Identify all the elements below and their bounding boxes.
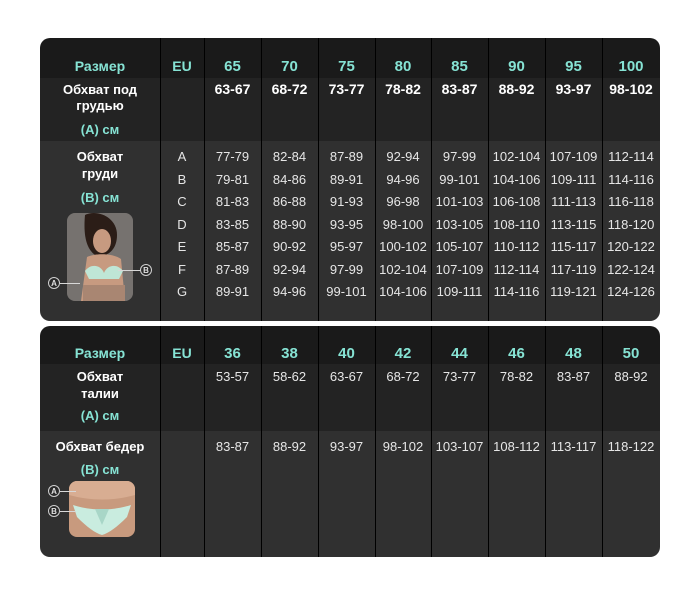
size-header: 38	[281, 344, 298, 362]
size-header: 85	[451, 57, 468, 75]
bust-value: 104-106	[492, 171, 541, 187]
underbust-value: 78-82	[385, 81, 421, 97]
bust-value: 87-89	[329, 148, 364, 164]
bust-value: 107-109	[549, 148, 598, 164]
hip-label: Обхват бедер	[55, 438, 145, 454]
marker-a-icon: A	[48, 277, 60, 289]
underbust-label: Обхват под	[63, 81, 137, 97]
size-header: 75	[338, 57, 355, 75]
waist-value: 83-87	[556, 368, 591, 384]
bust-value: 114-116	[493, 283, 540, 299]
bust-value: 102-104	[492, 148, 541, 164]
bust-value: 100-102	[379, 238, 427, 254]
hip-value: 88-92	[272, 438, 307, 454]
waist-tag: (A) см	[80, 407, 120, 423]
hip-value: 98-102	[382, 438, 424, 454]
cup-letter: F	[178, 261, 186, 277]
cup-letter: E	[177, 238, 187, 254]
bust-value: 86-88	[272, 193, 307, 209]
size-header-label: Размер	[74, 58, 126, 74]
bust-label: Обхват	[76, 148, 124, 164]
underbust-tag: (A) см	[80, 121, 120, 137]
hip-value: 113-117	[550, 438, 597, 454]
size-header: 90	[508, 57, 525, 75]
bust-value: 92-94	[386, 148, 420, 164]
underbust-label: грудью	[76, 97, 124, 113]
bust-value: 77-79	[215, 148, 250, 164]
waist-value: 68-72	[386, 368, 420, 384]
bust-value: 82-84	[272, 148, 307, 164]
cup-letter: B	[177, 171, 187, 187]
bust-value: 113-115	[550, 216, 597, 232]
waist-value: 63-67	[329, 368, 364, 384]
marker-a-icon: A	[48, 485, 60, 497]
bust-value: 84-86	[272, 171, 307, 187]
waist-value: 78-82	[499, 368, 534, 384]
cup-letter: A	[177, 148, 187, 164]
size-header: 65	[224, 57, 241, 75]
bust-value: 118-120	[607, 216, 655, 232]
bust-value: 114-116	[608, 171, 654, 187]
bust-value: 96-98	[386, 193, 420, 209]
bust-value: 94-96	[386, 171, 420, 187]
size-header: 44	[451, 344, 468, 362]
size-header: 50	[622, 344, 640, 362]
bust-value: 93-95	[329, 216, 364, 232]
cup-letter: C	[177, 193, 187, 209]
waist-label: Обхват	[76, 368, 124, 384]
bust-value: 109-111	[436, 283, 483, 299]
size-header: 70	[281, 57, 298, 75]
bust-value: 124-126	[607, 283, 655, 299]
bust-value: 88-90	[272, 216, 307, 232]
cup-letter: D	[177, 216, 187, 232]
bust-value: 90-92	[272, 238, 307, 254]
size-header: 48	[565, 344, 582, 362]
bust-value: 116-118	[608, 193, 654, 209]
bust-value: 83-85	[215, 216, 250, 232]
bust-value: 89-91	[215, 283, 250, 299]
underbust-value: 93-97	[555, 81, 592, 97]
hip-value: 108-112	[493, 438, 540, 454]
bust-value: 104-106	[379, 283, 427, 299]
waist-value: 73-77	[442, 368, 477, 384]
bust-label: груди	[81, 165, 119, 181]
hip-value: 93-97	[329, 438, 364, 454]
bust-value: 97-99	[442, 148, 477, 164]
cup-letter: G	[176, 283, 188, 299]
bust-value: 89-91	[329, 171, 364, 187]
panty-model-photo	[69, 481, 135, 537]
bust-tag: (B) см	[80, 189, 120, 205]
bust-value: 92-94	[272, 261, 307, 277]
size-header: 40	[338, 344, 355, 362]
marker-b-icon: B	[48, 505, 60, 517]
size-header-label: Размер	[74, 345, 126, 361]
bust-value: 98-100	[382, 216, 424, 232]
underbust-value: 73-77	[328, 81, 365, 97]
size-header: 46	[508, 344, 525, 362]
size-header: 80	[394, 57, 412, 75]
hip-tag: (B) см	[80, 461, 120, 477]
underbust-value: 68-72	[271, 81, 308, 97]
waist-value: 53-57	[215, 368, 250, 384]
bust-value: 99-101	[439, 171, 480, 187]
bust-value: 115-117	[550, 238, 597, 254]
waist-label: талии	[81, 385, 119, 401]
bust-value: 79-81	[215, 171, 250, 187]
underbust-value: 83-87	[441, 81, 478, 97]
waist-value: 58-62	[272, 368, 307, 384]
bust-value: 103-105	[435, 216, 484, 232]
bust-value: 81-83	[215, 193, 250, 209]
bust-value: 94-96	[272, 283, 307, 299]
marker-b-icon: B	[140, 264, 152, 276]
bust-value: 117-119	[550, 261, 597, 277]
bust-value: 119-121	[550, 283, 597, 299]
bust-value: 87-89	[215, 261, 250, 277]
hip-value: 103-107	[435, 438, 484, 454]
bust-value: 106-108	[492, 193, 541, 209]
size-header: 36	[224, 344, 241, 362]
eu-header-label: EU	[172, 58, 192, 74]
bust-value: 95-97	[329, 238, 364, 254]
bust-value: 112-114	[608, 148, 654, 164]
bust-value: 122-124	[607, 261, 655, 277]
bust-value: 91-93	[329, 193, 364, 209]
bust-value: 97-99	[329, 261, 364, 277]
bra-size-table	[40, 38, 660, 321]
size-header: 42	[394, 344, 412, 362]
bust-value: 111-113	[551, 193, 596, 209]
bust-value: 112-114	[493, 261, 540, 277]
size-header: 100	[618, 57, 644, 75]
bust-value: 102-104	[379, 261, 427, 277]
waist-value: 88-92	[614, 368, 648, 384]
bra-model-photo	[67, 213, 133, 301]
hip-value: 83-87	[215, 438, 250, 454]
bust-value: 85-87	[215, 238, 250, 254]
bust-value: 108-110	[493, 216, 540, 232]
bust-value: 99-101	[326, 283, 367, 299]
underbust-value: 98-102	[609, 81, 653, 97]
bust-value: 107-109	[435, 261, 484, 277]
bust-value: 109-111	[550, 171, 597, 187]
size-header: 95	[565, 57, 582, 75]
bust-value: 101-103	[435, 193, 484, 209]
panty-size-table	[40, 326, 660, 557]
hip-value: 118-122	[607, 438, 655, 454]
underbust-value: 63-67	[214, 81, 251, 97]
underbust-value: 88-92	[498, 81, 535, 97]
bust-value: 105-107	[435, 238, 484, 254]
bust-value: 110-112	[493, 238, 540, 254]
bust-value: 120-122	[607, 238, 655, 254]
eu-header-label: EU	[172, 345, 192, 361]
